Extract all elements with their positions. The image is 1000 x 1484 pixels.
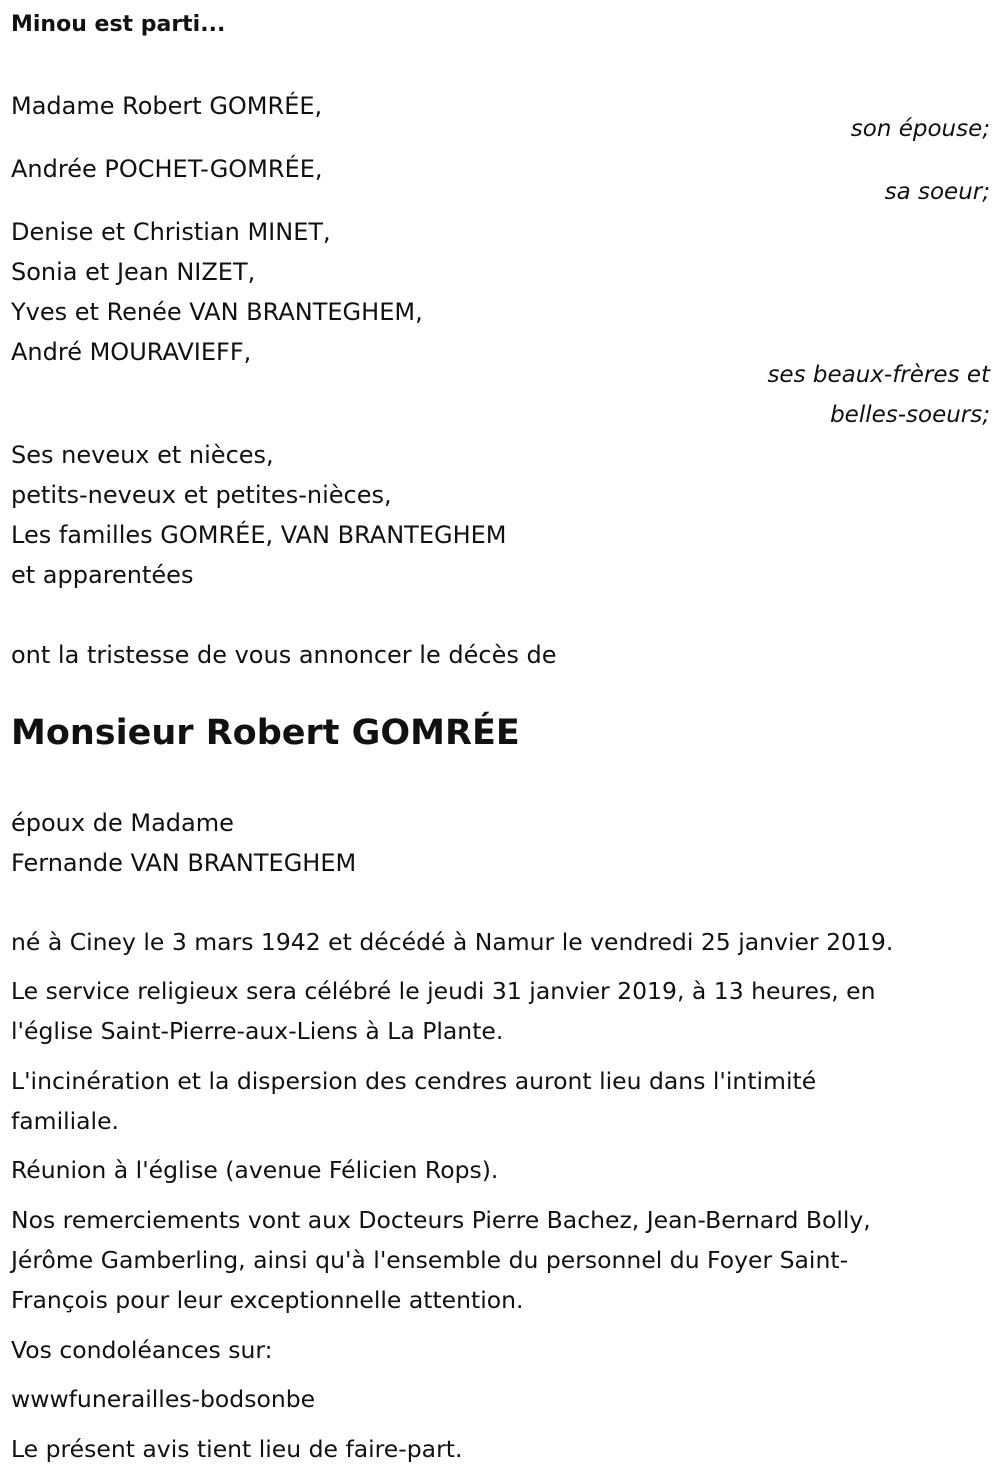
notice-header: Minou est parti...: [11, 12, 226, 37]
wife-role: son épouse;: [850, 116, 990, 142]
sister-role: sa soeur;: [884, 179, 990, 205]
service-line: Le service religieux sera célébré le jeudi 31 janvier 2019, à 13 heures, en: [11, 977, 876, 1005]
wife-name: Madame Robert GOMRÉE,: [11, 92, 323, 120]
inlaws-role-line: ses beaux-frères et: [767, 362, 990, 388]
inlaws-role-line: belles-soeurs;: [830, 402, 990, 428]
spouse-line: Fernande VAN BRANTEGHEM: [11, 849, 357, 877]
deceased-name: Monsieur Robert GOMRÉE: [11, 713, 520, 753]
thanks-line: Nos remerciements vont aux Docteurs Pierre Bachez, Jean-Bernard Bolly,: [11, 1206, 871, 1234]
service-line: l'église Saint-Pierre-aux-Liens à La Plante.: [11, 1017, 504, 1045]
meeting-text: Réunion à l'église (avenue Félicien Rops).: [11, 1156, 499, 1184]
thanks-line: François pour leur exceptionnelle attention.: [11, 1286, 524, 1314]
birth-death-text: né à Ciney le 3 mars 1942 et décédé à Namur le vendredi 25 janvier 2019.: [11, 928, 894, 956]
spouse-line: époux de Madame: [11, 809, 234, 837]
inlaw-line: Sonia et Jean NIZET,: [11, 258, 256, 286]
thanks-line: Jérôme Gamberling, ainsi qu'à l'ensemble du personnel du Foyer Saint-: [11, 1246, 849, 1274]
relatives-line: Ses neveux et nièces,: [11, 441, 274, 469]
inlaw-line: André MOURAVIEFF,: [11, 338, 252, 366]
relatives-line: et apparentées: [11, 561, 194, 589]
relatives-line: Les familles GOMRÉE, VAN BRANTEGHEM: [11, 521, 507, 549]
inlaw-line: Yves et Renée VAN BRANTEGHEM,: [11, 298, 423, 326]
sister-name: Andrée POCHET-GOMRÉE,: [11, 155, 323, 183]
announcement-text: ont la tristesse de vous annoncer le décès de: [11, 641, 557, 669]
relatives-line: petits-neveux et petites-nièces,: [11, 481, 392, 509]
cremation-line: familiale.: [11, 1107, 120, 1135]
website-text: wwwfunerailles-bodsonbe: [11, 1385, 316, 1413]
inlaw-line: Denise et Christian MINET,: [11, 218, 331, 246]
cremation-line: L'incinération et la dispersion des cendres auront lieu dans l'intimité: [11, 1067, 817, 1095]
condolences-label: Vos condoléances sur:: [11, 1336, 273, 1364]
notice-text: Le présent avis tient lieu de faire-part.: [11, 1435, 463, 1463]
